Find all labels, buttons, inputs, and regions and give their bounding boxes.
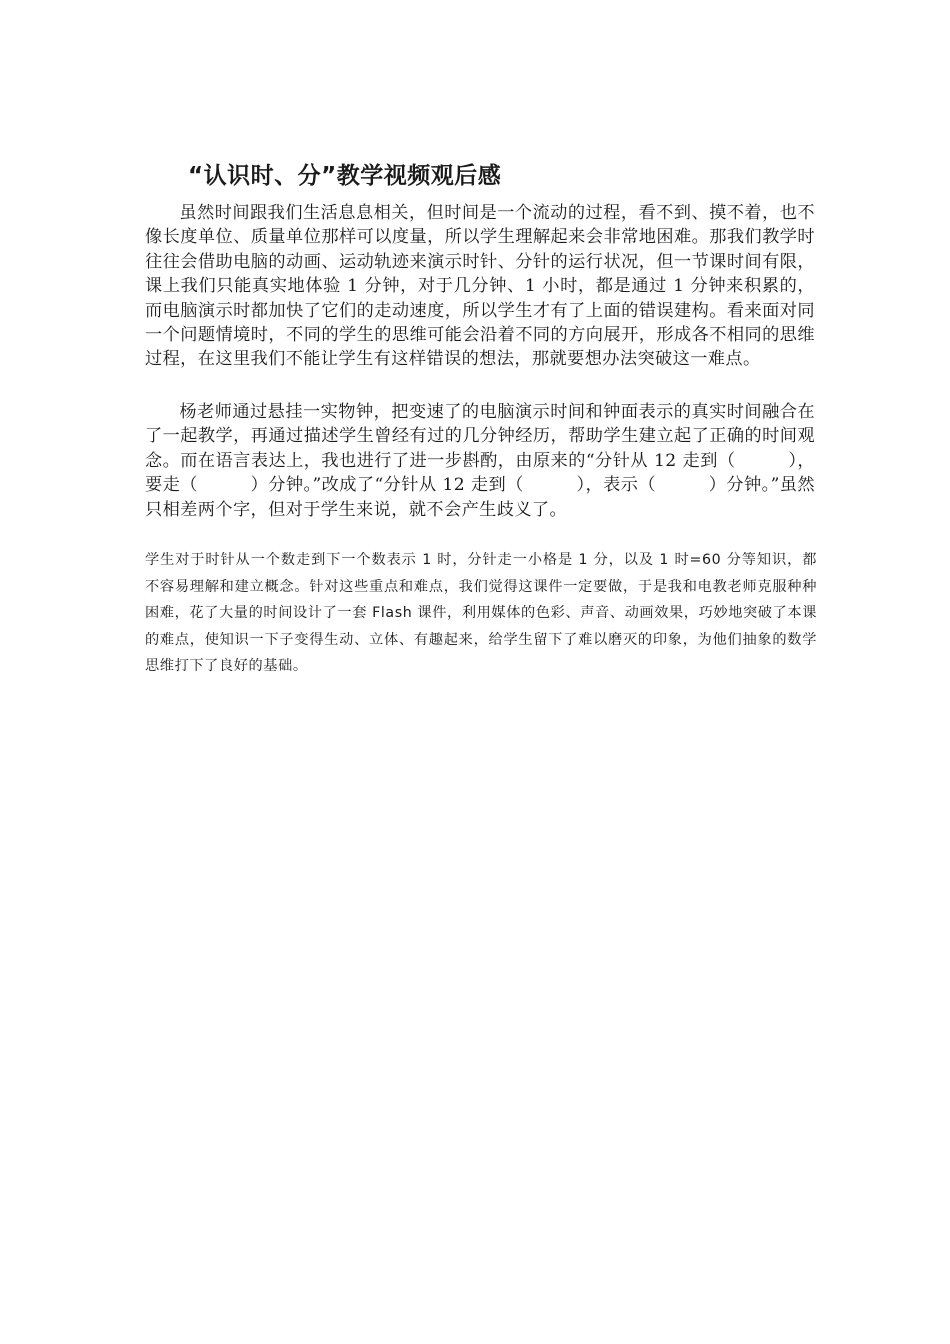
- document-title: “认识时、分”教学视频观后感: [188, 163, 502, 189]
- paragraph-1: 虽然时间跟我们生活息息相关，但时间是一个流动的过程，看不到、摸不着，也不像长度单位、质量单位那样可以度量，所以学生理解起来会非常地困难。那我们教学时往往会借助电脑的动画、运动轨迹来演示时针、分针的运行状况，但一节课时间有限，课上我们只能真实地体验 1 分钟，对于几分钟、1 小时，都是通过 1 分钟来积累的，而电脑演示时都加快了它们的走动速度，所以学生才有了上面的错误建构。看来面对同一个问题情境时，不同的学生的思维可能会沿着不同的方向展开，形成各不相同的思维过程，在这里我们不能让学生有这样错误的想法，那就要想办法突破这一难点。: [145, 203, 815, 370]
- paragraph-3: 学生对于时针从一个数走到下一个数表示 1 时，分针走一小格是 1 分，以及 1 时=60 分等知识，都不容易理解和建立概念。针对这些重点和难点，我们觉得这课件一定要做，于是我和电教老师克服种种困难，花了大量的时间设计了一套 Flash 课件，利用媒体的色彩、声音、动画效果，巧妙地突破了本课的难点，使知识一下子变得生动、立体、有趣起来，给学生留下了难以磨灭的印象，为他们抽象的数学思维打下了良好的基础。: [145, 552, 817, 674]
- paragraph-2: 杨老师通过悬挂一实物钟，把变速了的电脑演示时间和钟面表示的真实时间融合在了一起教学，再通过描述学生曾经有过的几分钟经历，帮助学生建立起了正确的时间观念。而在语言表达上，我也进行了进一步斟酌，由原来的“分针从 12 走到（ ），要走（ ）分钟。”改成了“分针从 12 走到（ ），表示（ ）分钟。”虽然只相差两个字，但对于学生来说，就不会产生歧义了。: [145, 402, 815, 520]
